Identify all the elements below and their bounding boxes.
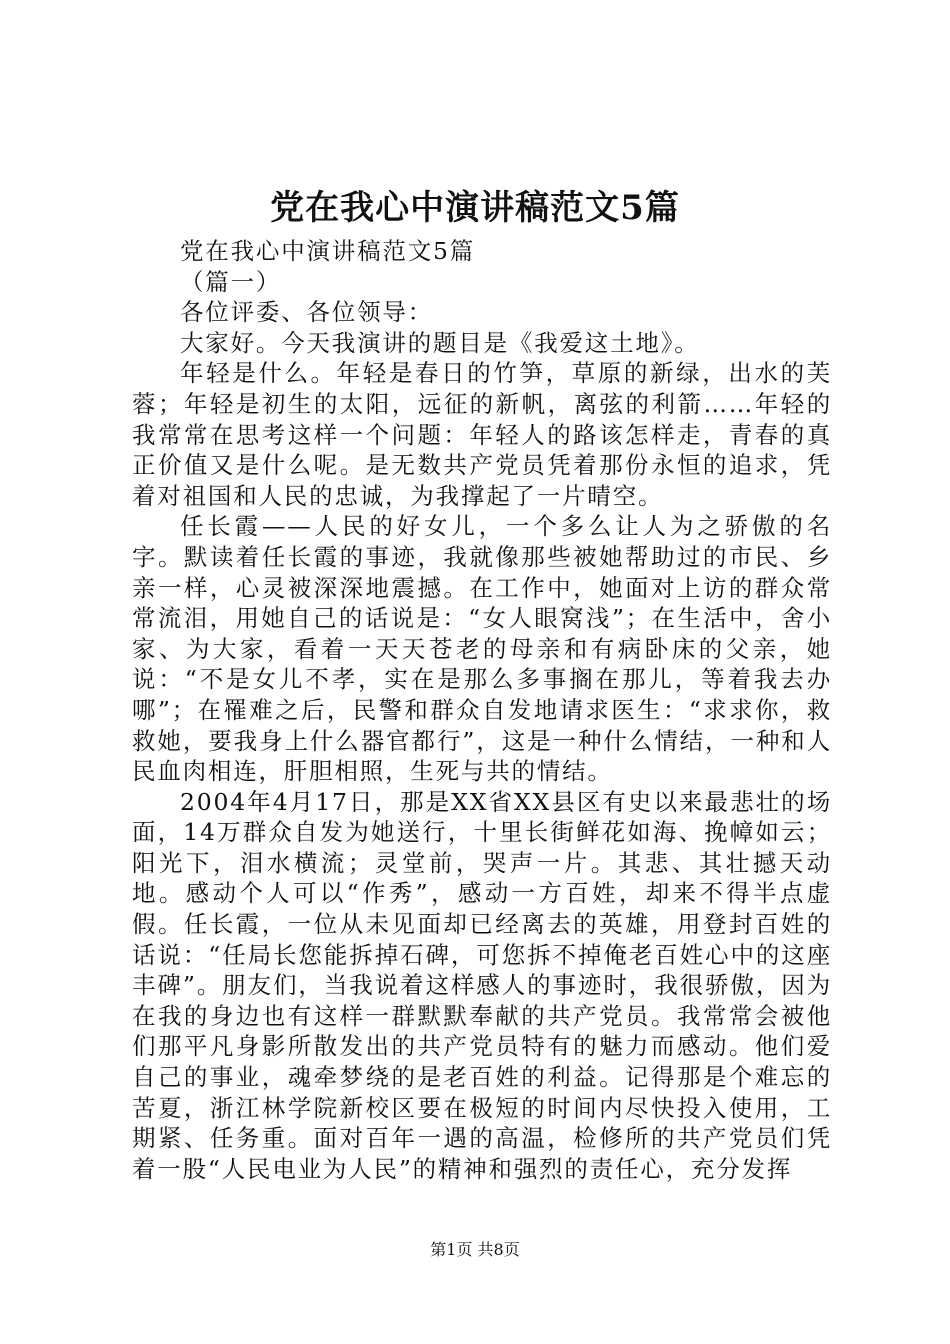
body-paragraph: 2004年4月17日，那是XX省XX县区有史以来最悲壮的场面，14万群众自发为她送行，十里长街鲜花如海、挽幛如云；阳光下，泪水横流；灵堂前，哭声一片。其悲、其壮撼天动地。感动个人可以“作秀”，感动一方百姓，却来不得半点虚假。任长霞，一位从未见面却已经离去的英雄，用登封百姓的话说：“任局长您能拆掉石碑，可您拆不掉俺老百姓心中的这座丰碑”。朋友们，当我说着这样感人的事迹时，我很骄傲，因为在我的身边也有这样一群默默奉献的共产党员。我常常会被他们那平凡身影所散发出的共产党员特有的魅力而感动。他们爱自己的事业，魂牵梦绕的是老百姓的利益。记得那是个难忘的苦夏，浙江林学院新校区要在极短的时间内尽快投入使用，工期紧、任务重。面对百年一遇的高温，检修所的共产党员们凭着一股“人民电业为人民”的精神和强烈的责任心，充分发挥 (132, 787, 832, 1183)
document-title: 党在我心中演讲稿范文5篇 (270, 188, 680, 228)
section-label-paragraph: （篇一） (180, 267, 282, 296)
body-paragraph: 年轻是什么。年轻是春日的竹笋，草原的新绿，出水的芙蓉；年轻是初生的太阳，远征的新帆，离弦的利箭……年轻的我常常在思考这样一个问题：年轻人的路该怎样走，青春的真正价值又是什么呢。是无数共产党员凭着那份永恒的追求，凭着对祖国和人民的忠诚，为我撑起了一片晴空。 (132, 359, 832, 510)
body-paragraph: 任长霞——人民的好女儿，一个多么让人为之骄傲的名字。默读着任长霞的事迹，我就像那些被她帮助过的市民、乡亲一样，心灵被深深地震撼。在工作中，她面对上访的群众常常流泪，用她自己的话说是：“女人眼窝浅”；在生活中，舍小家、为大家，看着一天天苍老的母亲和有病卧床的父亲，她说：“不是女儿不孝，实在是那么多事搁在那儿，等着我去办哪”；在罹难之后，民警和群众自发地请求医生：“求求你，救救她，要我身上什么器官都行”，这是一种什么情结，一种和人民血肉相连，肝胆相照，生死与共的情结。 (132, 512, 832, 786)
page-footer (0, 1240, 950, 1260)
greeting-paragraph: 大家好。今天我演讲的题目是《我爱这土地》。 (180, 328, 700, 357)
page-number: 第1页 共8页 (430, 1240, 520, 1259)
subtitle-paragraph: 党在我心中演讲稿范文5篇 (180, 237, 476, 265)
document-body (132, 236, 832, 1184)
salutation-paragraph: 各位评委、各位领导： (180, 298, 433, 327)
